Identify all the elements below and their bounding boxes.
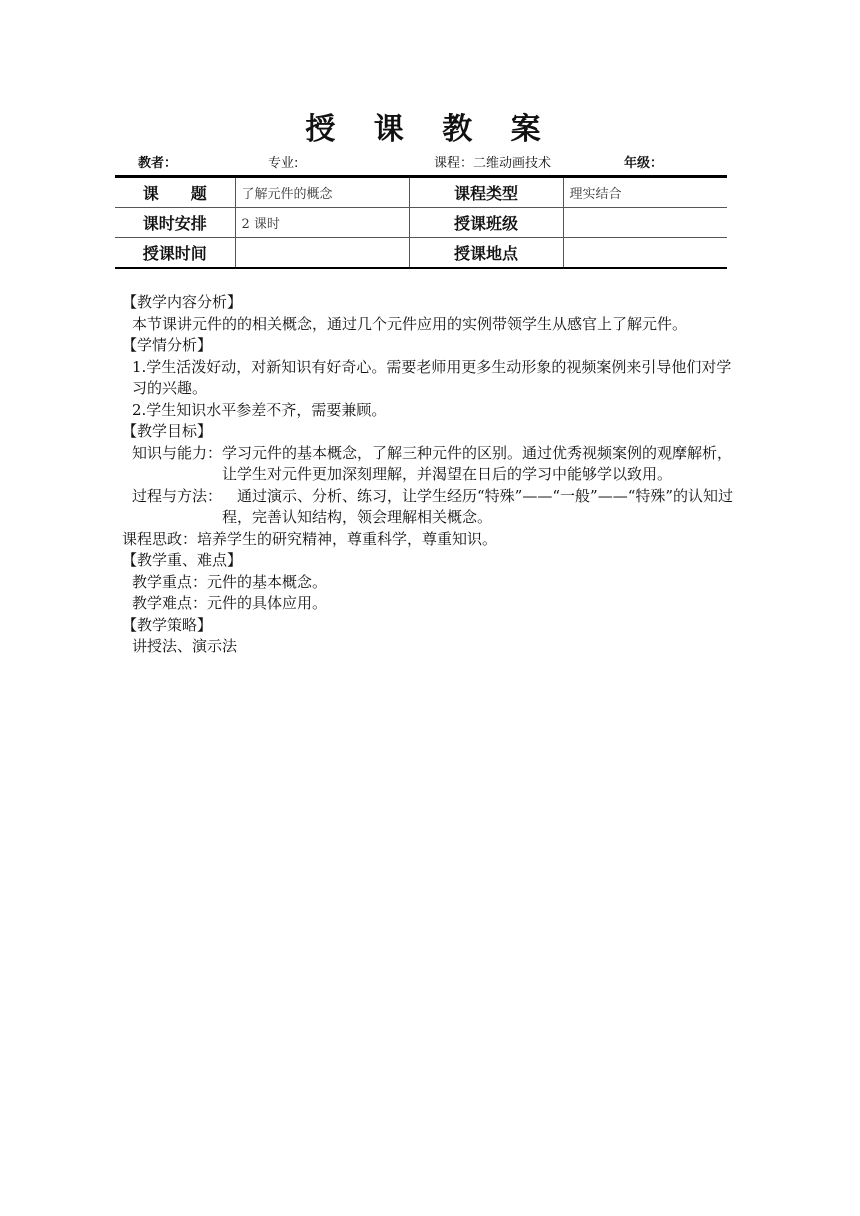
topic-value: 了解元件的概念 bbox=[235, 177, 409, 208]
page-title: 授 课 教 案 bbox=[305, 112, 555, 147]
class-value bbox=[563, 208, 727, 238]
difficult-point-text: 教学难点：元件的具体应用。 bbox=[132, 594, 328, 612]
knowledge-objective bbox=[122, 443, 742, 486]
grade-label: 年级： bbox=[624, 156, 664, 171]
ideology-text: 课程思政：培养学生的研究精神，尊重科学，尊重知识。 bbox=[122, 529, 498, 548]
hours-label: 课时安排 bbox=[115, 208, 235, 238]
objectives-heading: 【教学目标】 bbox=[122, 422, 213, 440]
content-analysis-text: 本节课讲元件的的相关概念，通过几个元件应用的实例带领学生从感官上了解元件。 bbox=[132, 314, 688, 333]
process-objective bbox=[122, 486, 742, 529]
hours-value: 2 课时 bbox=[235, 208, 409, 238]
process-label: 过程与方法： bbox=[132, 486, 223, 505]
student-analysis-item: 2.学生知识水平参差不齐，需要兼顾。 bbox=[132, 400, 387, 419]
key-points-heading: 【教学重、难点】 bbox=[122, 551, 243, 569]
content-analysis-heading: 【教学内容分析】 bbox=[122, 293, 243, 311]
key-point-text: 教学重点：元件的基本概念。 bbox=[132, 572, 328, 591]
course-type-label: 课程类型 bbox=[409, 177, 563, 208]
process-text: 通过演示、分析、练习，让学生经历“特殊”——“一般”——“特殊”的认知过程，完善认知结构，领会理解相关概念。 bbox=[222, 486, 734, 526]
strategy-heading: 【教学策略】 bbox=[122, 615, 213, 634]
table-row bbox=[115, 238, 727, 269]
student-analysis-item: 1.学生活泼好动，对新知识有好奇心。需要老师用更多生动形象的视频案例来引导他们对学习的兴趣。 bbox=[132, 357, 732, 397]
topic-label: 课 题 bbox=[115, 177, 235, 208]
lesson-content bbox=[122, 292, 742, 658]
class-label: 授课班级 bbox=[409, 208, 563, 238]
strategy-text: 讲授法、演示法 bbox=[132, 637, 238, 655]
knowledge-text: 学习元件的基本概念，了解三种元件的区别。通过优秀视频案例的观摩解析，让学生对元件更加深刻理解，并渴望在日后的学习中能够学以致用。 bbox=[222, 443, 733, 483]
info-table bbox=[115, 175, 727, 269]
student-analysis-heading: 【学情分析】 bbox=[122, 336, 213, 354]
course-label: 课程：二维动画技术 bbox=[434, 156, 552, 171]
course-type-value: 理实结合 bbox=[563, 177, 727, 208]
major-label: 专业: bbox=[268, 156, 299, 171]
table-row bbox=[115, 208, 727, 238]
teacher-label: 教者： bbox=[138, 156, 178, 171]
place-value bbox=[563, 238, 727, 269]
knowledge-label: 知识与能力： bbox=[132, 443, 223, 462]
place-label: 授课地点 bbox=[409, 238, 563, 269]
time-value bbox=[235, 238, 409, 269]
table-row bbox=[115, 177, 727, 208]
time-label: 授课时间 bbox=[115, 238, 235, 269]
